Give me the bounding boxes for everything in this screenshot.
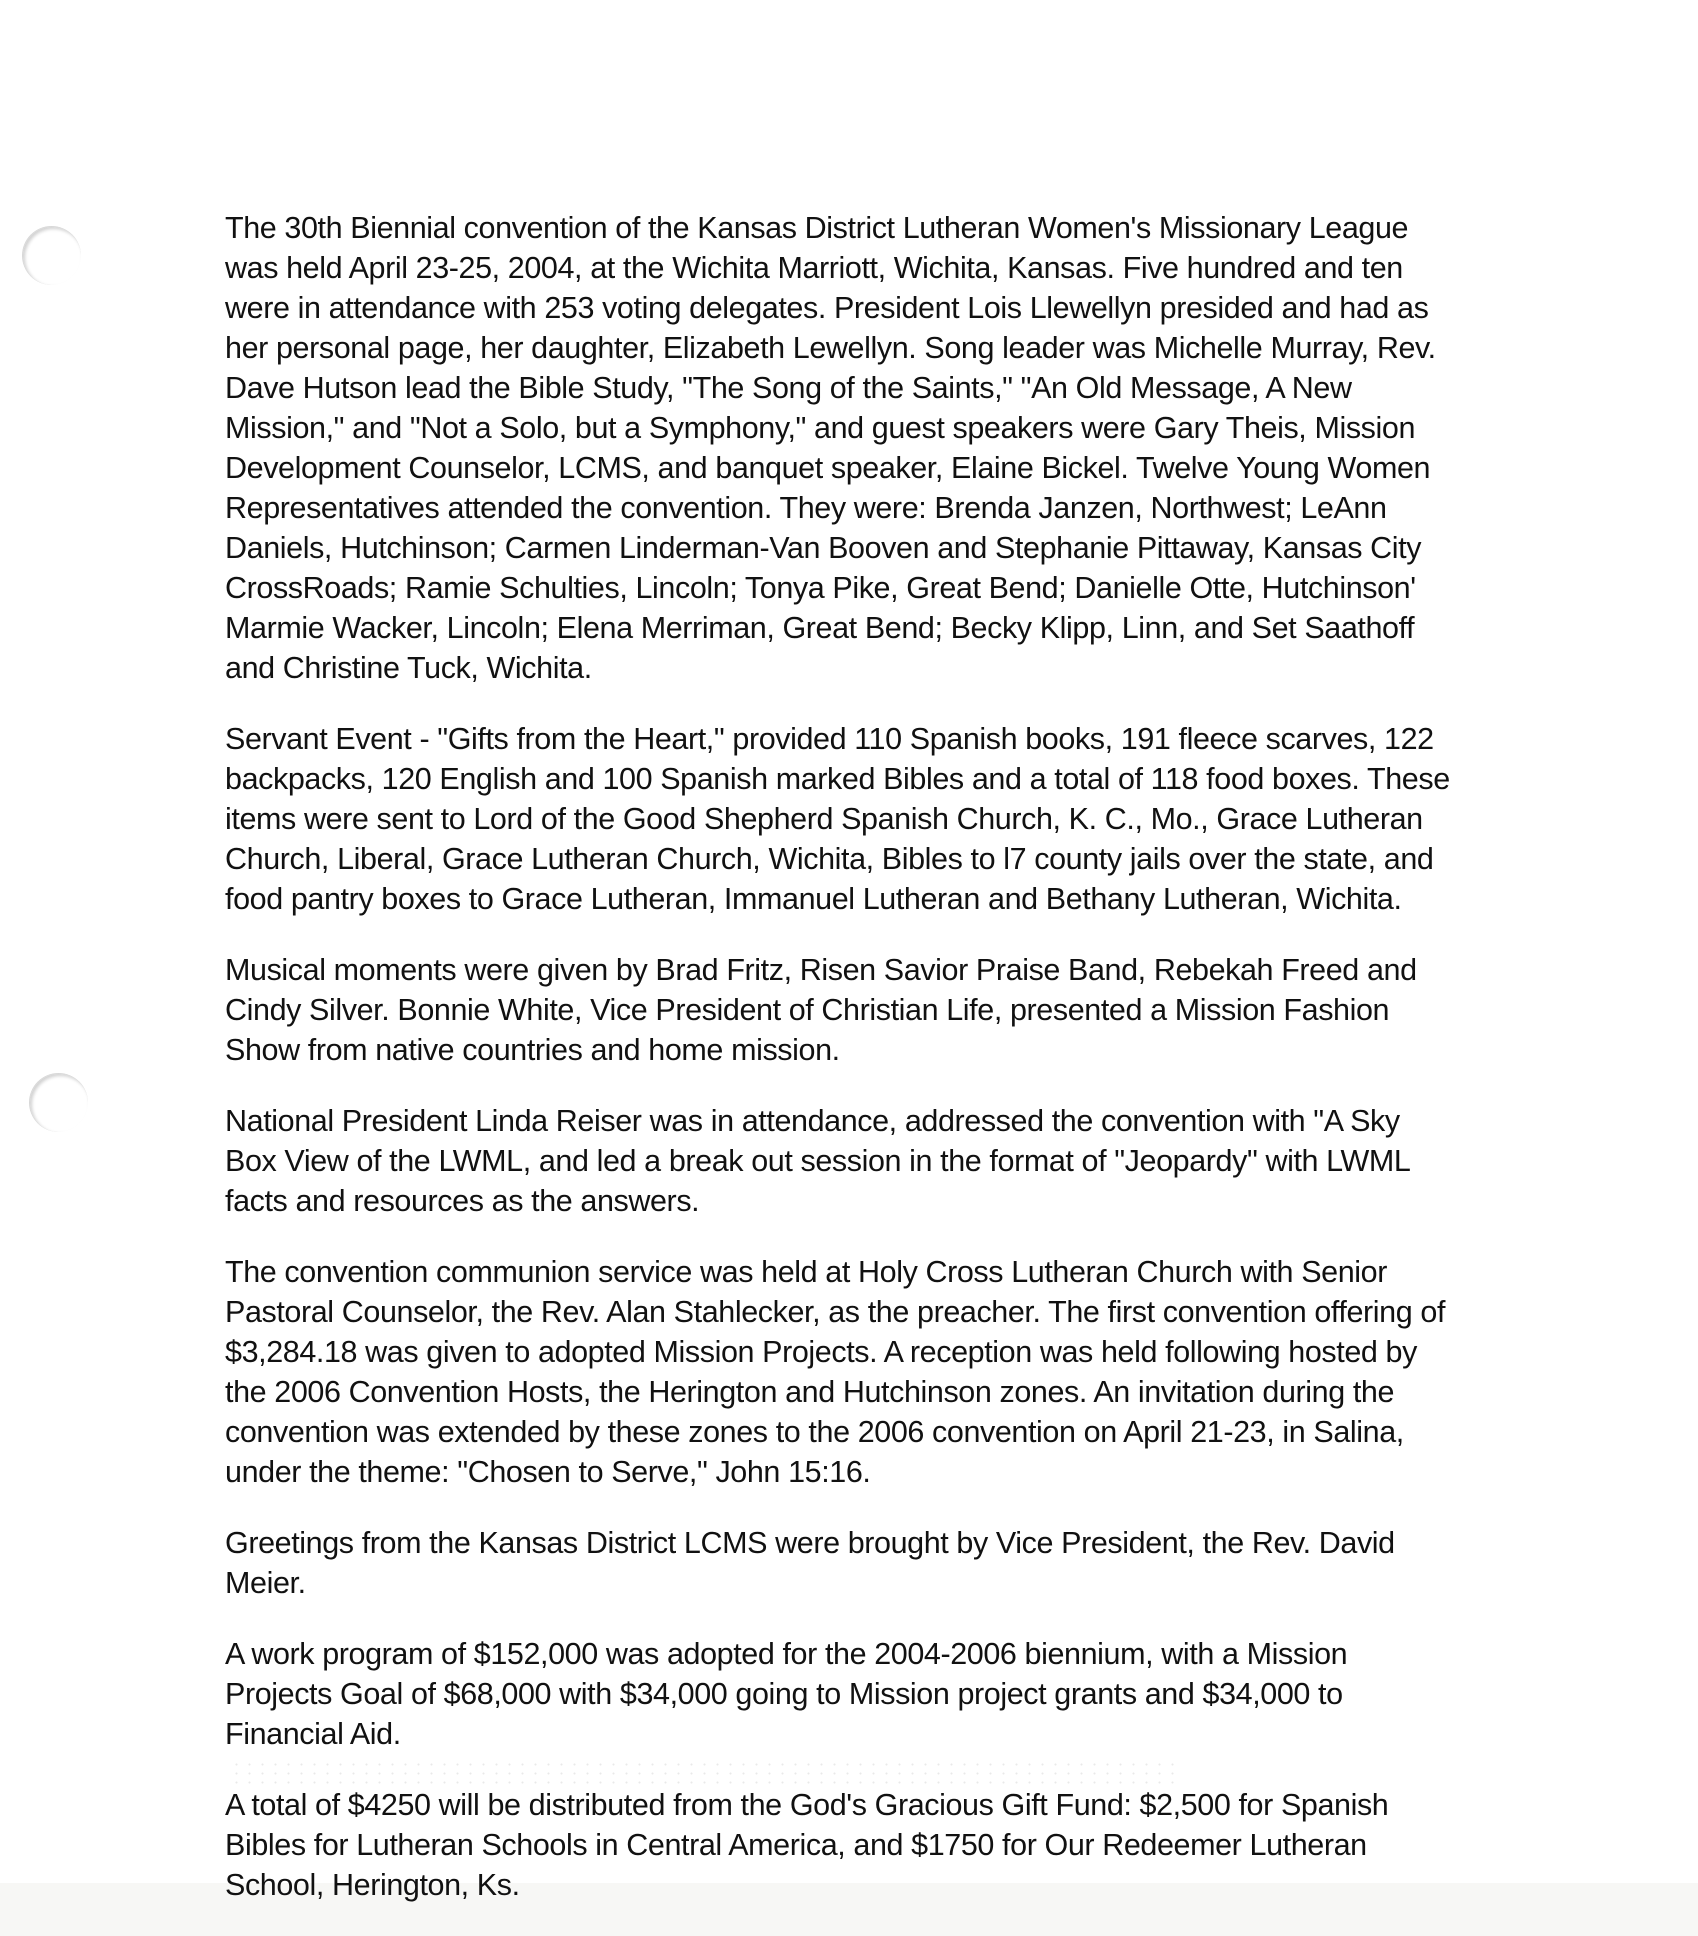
paragraph-greetings: Greetings from the Kansas District LCMS were brought by Vice President, the Rev. David Meier. xyxy=(225,1526,1395,1600)
scan-speckle-artifact xyxy=(230,1760,1180,1786)
paragraph-musical-moments: Musical moments were given by Brad Fritz, Risen Savior Praise Band, Rebekah Freed and Cindy Silver. Bonnie White, Vice President of Christian Life, presented a Mission Fashion Show from native countries and home mission. xyxy=(225,953,1417,1067)
paragraph-national-president: National President Linda Reiser was in attendance, addressed the convention with "A Sky Box View of the LWML, and led a break out session in the format of "Jeopardy" with LWML facts and resources as the answers. xyxy=(225,1104,1410,1218)
punch-hole-top xyxy=(22,226,81,285)
paragraph-communion-service: The convention communion service was held at Holy Cross Lutheran Church with Senior Pastoral Counselor, the Rev. Alan Stahlecker, as the preacher. The first convention offering of $3,284.18 was given to adopted Mission Projects. A reception was held following hosted by the 2006 Convention Hosts, the Herington and Hutchinson zones. An invitation during the convention was extended by these zones to the 2006 convention on April 21-23, in Salina, under the theme: "Chosen to Serve," John 15:16. xyxy=(225,1255,1446,1489)
paragraph-gift-fund: A total of $4250 will be distributed from the God's Gracious Gift Fund: $2,500 for Spanish Bibles for Lutheran Schools in Central America, and $1750 for Our Redeemer Lutheran School, Herington, Ks. xyxy=(225,1788,1389,1902)
paragraph-work-program: A work program of $152,000 was adopted for the 2004-2006 biennium, with a Mission Projects Goal of $68,000 with $34,000 going to Mission project grants and $34,000 to Financial Aid. xyxy=(225,1637,1348,1751)
paragraph-convention-summary: The 30th Biennial convention of the Kansas District Lutheran Women's Missionary League was held April 23-25, 2004, at the Wichita Marriott, Wichita, Kansas. Five hundred and ten were in attendance with 253 voting delegates. President Lois Llewellyn presided and had as her personal page, her daughter, Elizabeth Lewellyn. Song leader was Michelle Murray, Rev. Dave Hutson lead the Bible Study, "The Song of the Saints," "An Old Message, A New Mission," and "Not a Solo, but a Symphony," and guest speakers were Gary Theis, Mission Development Counselor, LCMS, and banquet speaker, Elaine Bickel. Twelve Young Women Representatives attended the convention. They were: Brenda Janzen, Northwest; LeAnn Daniels, Hutchinson; Carmen Linderman-Van Booven and Stephanie Pittaway, Kansas City CrossRoads; Ramie Schulties, Lincoln; Tonya Pike, Great Bend; Danielle Otte, Hutchinson' Marmie Wacker, Lincoln; Elena Merriman, Great Bend; Becky Klipp, Linn, and Set Saathoff and Christine Tuck, Wichita. xyxy=(225,211,1436,685)
paragraph-servant-event: Servant Event - "Gifts from the Heart," provided 110 Spanish books, 191 fleece scarves, 122 backpacks, 120 English and 100 Spanish marked Bibles and a total of 118 food boxes. These items were sent to Lord of the Good Shepherd Spanish Church, K. C., Mo., Grace Lutheran Church, Liberal, Grace Lutheran Church, Wichita, Bibles to l7 county jails over the state, and food pantry boxes to Grace Lutheran, Immanuel Lutheran and Bethany Lutheran, Wichita. xyxy=(225,722,1450,916)
punch-hole-middle xyxy=(29,1073,88,1132)
document-body xyxy=(225,208,1455,1936)
